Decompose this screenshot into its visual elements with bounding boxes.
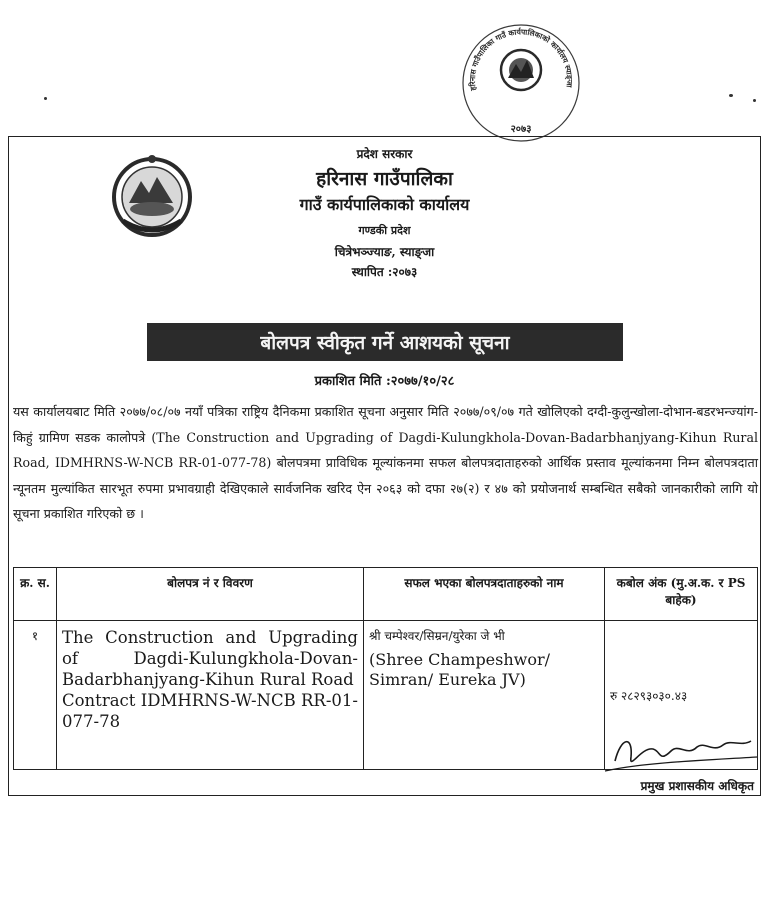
established-year: स्थापित :२०७३ [351, 265, 418, 279]
signatory-title: प्रमुख प्रशासकीय अधिकृत [640, 779, 754, 793]
stamp-year: २०७३ [510, 124, 532, 135]
bid-contract: Contract IDMHRNS-W-NCB RR-01-077-78 [62, 691, 358, 731]
bid-title: The Construction and Upgrading of Dagdi-Kulungkhola-Dovan-Badarbhanjyang-Kihun Rural Road [62, 628, 358, 689]
stamp-text: हरिनास गाउँपालिका गाउँ कार्यपालिकाको कार्यालय स्याङ्जा [467, 27, 575, 92]
table-header-row [14, 568, 758, 621]
public-notice [8, 136, 761, 796]
scan-speck [753, 99, 756, 102]
col-header-sn: क्र. स. [14, 568, 57, 621]
signature-icon [601, 727, 761, 777]
office-name: गाउँ कार्यपालिकाको कार्यालय [299, 195, 470, 214]
office-stamp [458, 20, 584, 146]
col-header-bid: बोलपत्र नं र विवरण [57, 568, 364, 621]
scan-speck [44, 97, 47, 100]
government-label: प्रदेश सरकार [356, 147, 413, 161]
notice-title: बोलपत्र स्वीकृत गर्ने आशयको सूचना [147, 323, 623, 361]
cell-bid-description [57, 621, 364, 770]
signature-text: हस्ताक्षर [601, 727, 604, 728]
bidder-name-english: (Shree Champeshwor/ Simran/ Eureka JV) [369, 650, 551, 689]
published-date: प्रकाशित मिति :२०७७/१०/२८ [314, 374, 455, 389]
cell-sn: १ [14, 621, 57, 770]
bidder-name-nepali: श्री चम्पेश्वर/सिम्रन/युरेका जे भी [369, 629, 505, 643]
notice-body: यस कार्यालयबाट मिति २०७७/०८/०७ नयाँ पत्रिका राष्ट्रिय दैनिकमा प्रकाशित सूचना अनुसार मिति २०७७/०९/०७ गते खोलिएको दग्दी-कुलुन्खोला-दोभान-बडरभन्ज्यांग-किहुं ग्रामिण सडक कालोपत्रे (The Construction and Upgrading of Dagdi-Kulungkhola-Dovan-Badarbhanjyang-Kihun Rural Road, IDMHRNS-W-NCB RR-01-077-78) बोलपत्रमा प्राविधिक मूल्यांकनमा सफल बोलपत्रदाताहरुको आर्थिक प्रस्ताव मूल्यांकनमा निम्न बोलपत्रदाता न्यूनतम मुल्यांकित सारभूत रुपमा प्रभावग्राही देखिएकाले सार्वजनिक खरिद ऐन २०६३ को दफा २७(२) र ४७ को प्रयोजनार्थ सम्बन्धित सबैको जानकारीको लागि यो सूचना प्रकाशित गरिएको छ । [13, 404, 758, 521]
municipality-name: हरिनास गाउँपालिका [316, 168, 453, 190]
bid-amount: रु २८२९३०३०.४३ [610, 689, 688, 703]
cell-bidder [364, 621, 605, 770]
col-header-bidder: सफल भएका बोलपत्रदाताहरुको नाम [364, 568, 605, 621]
province-name: गण्डकी प्रदेश [358, 224, 411, 237]
scan-speck [729, 94, 733, 97]
office-location: चित्रेभञ्ज्याङ, स्याङ्जा [334, 245, 435, 259]
col-header-amount: कबोल अंक (मु.अ.क. र PS बाहेक) [605, 568, 758, 621]
